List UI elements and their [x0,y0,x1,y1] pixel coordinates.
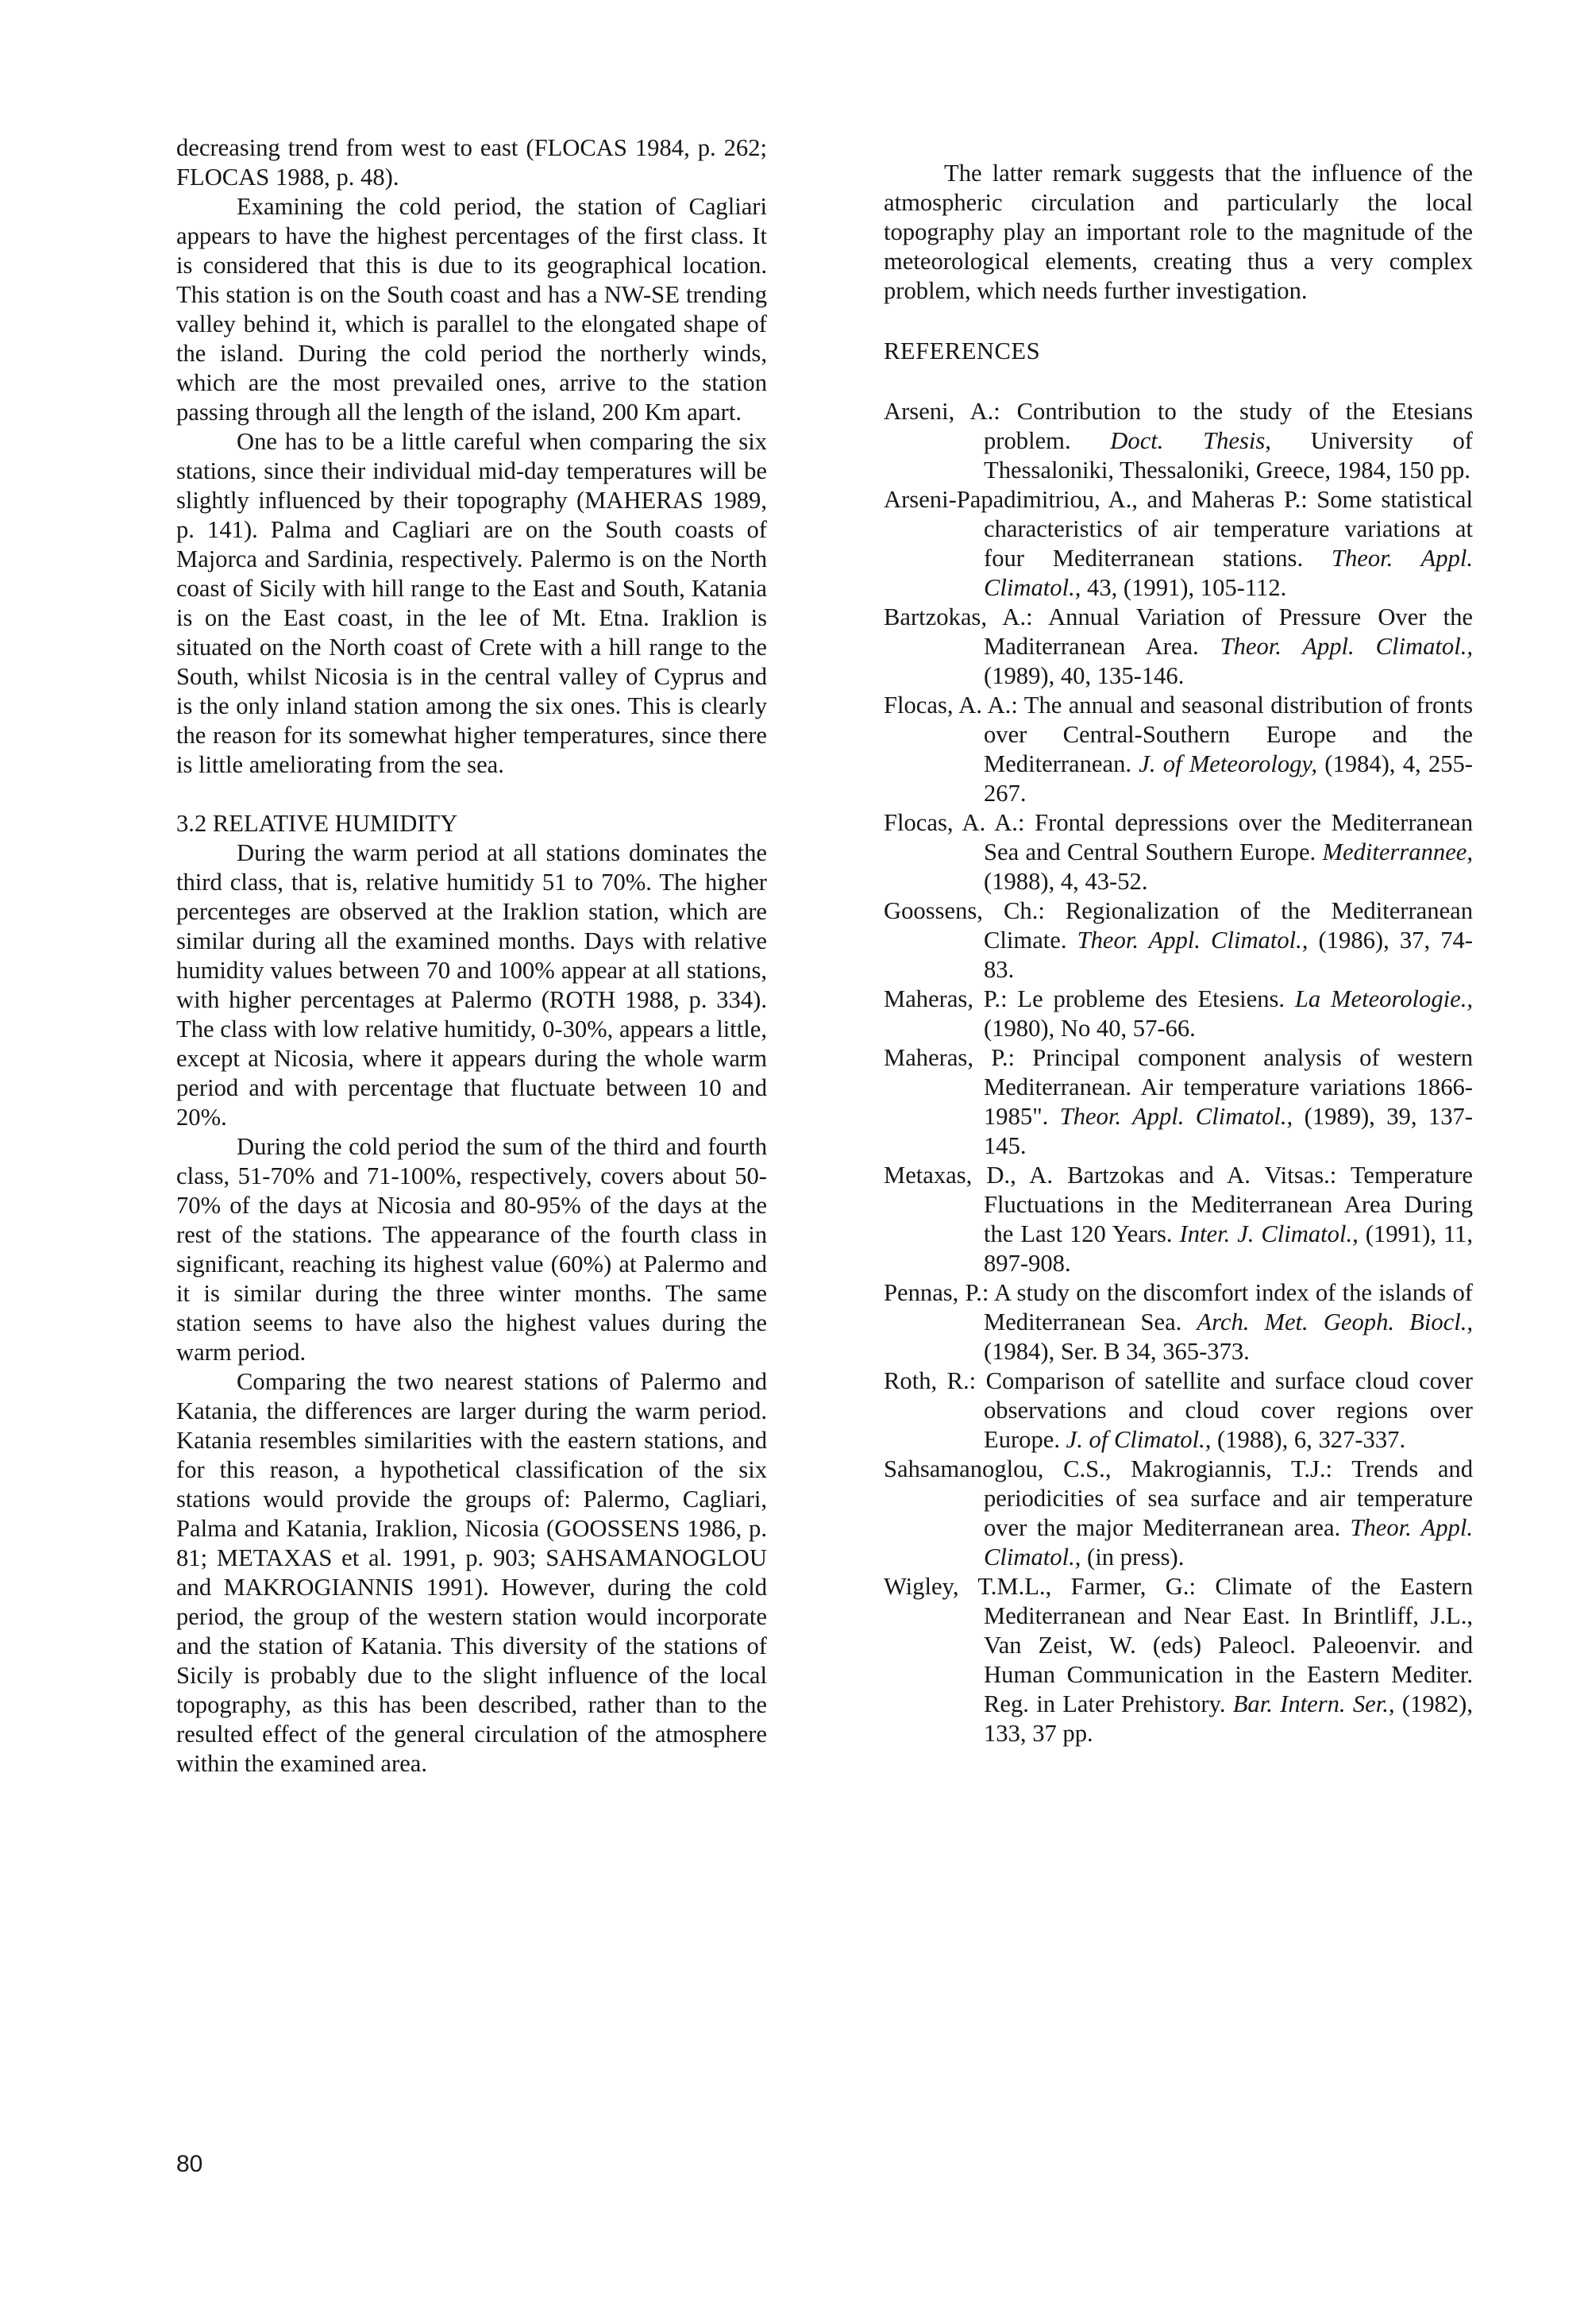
reference-text: Pennas, P.: A study on the discomfort index of the islands of Mediterranean Sea. [884,1279,1473,1335]
reference-text: Bartzokas, A.: Annual Variation of Pressure Over the Maditerranean Area. [884,603,1473,660]
reference-details: (1980), No 40, 57-66. [984,1015,1196,1042]
reference-details: (1984), 4, 255-267. [984,750,1473,807]
reference-journal: Theor. Appl. Climatol., [1077,927,1309,954]
reference-journal: Theor. Appl. Climatol., [1059,1103,1293,1130]
reference-item [884,1366,1473,1455]
reference-text: Maheras, P.: Principal component analysis of western Mediterranean. Air temperature variations 1866-1985". [884,1044,1473,1130]
reference-text: Flocas, A. A.: Frontal depressions over the Mediterranean Sea and Central Southern Europe. [884,809,1473,865]
reference-text: Arseni, A.: Contribution to the study of the Etesians problem. [884,398,1473,454]
reference-journal: Theor. Appl. Climatol., [984,1514,1473,1571]
reference-details: (1988), 6, 327-337. [1211,1426,1406,1453]
reference-item [884,397,1473,485]
reference-text: Flocas, A. A.: The annual and seasonal distribution of fronts over Central-Southern Europe and the Mediterranean. [884,692,1473,777]
reference-item [884,691,1473,808]
reference-text: Goossens, Ch.: Regionalization of the Mediterranean Climate. [884,897,1473,954]
reference-details: (1986), 37, 74-83. [984,927,1473,983]
references-heading: REFERENCES [884,337,1041,364]
reference-text: Wigley, T.M.L., Farmer, G.: Climate of the Eastern Mediterranean and Near East. In Brintliff, J.L., Van Zeist, W. (eds) Paleocl. Paleoenvir. and Human Communication in the Eastern Mediter. Reg. in Later Prehistory. [884,1573,1473,1717]
reference-journal: La Meteorologie., [1294,985,1474,1012]
reference-item [884,1572,1473,1748]
section-heading: 3.2 RELATIVE HUMIDITY [176,810,458,837]
reference-journal: Doct. Thesis, [1110,427,1271,454]
page-number: 80 [176,2151,203,2177]
reference-item [884,1278,1473,1366]
reference-text: Sahsamanoglou, C.S., Makrogiannis, T.J.: Trends and periodicities of sea surface and air temperature over the major Mediterranean area. [884,1455,1473,1541]
reference-item [884,1455,1473,1572]
body-paragraph: One has to be a little careful when comparing the six stations, since their individual mid-day temperatures will be slightly influenced by their topography (MAHERAS 1989, p. 141). Palma and Cagliari are on the South coasts of Majorca and Sardinia, respectively. Palermo is on the North coast of Sicily with hill range to the East and South, Katania is on the East coast, in the lee of Mt. Etna. Iraklion is situated on the North coast of Crete with a hill range to the South, whilst Nicosia is in the central valley of Cyprus and is the only inland station among the six ones. This is clearly the reason for its somewhat higher temperatures, since there is little ameliorating from the sea. [176,428,767,778]
reference-journal: Theor. Appl. Climatol., [984,545,1473,601]
reference-item [884,1161,1473,1278]
body-paragraph: Comparing the two nearest stations of Palermo and Katania, the differences are larger during the warm period. Katania resembles similarities with the eastern stations, and for this reason, a hypothetical classification of the six stations would provide the groups of: Palermo, Cagliari, Palma and Katania, Iraklion, Nicosia (GOOSSENS 1986, p. 81; METAXAS et al. 1991, p. 903; SAHSAMANOGLOU and MAKROGIANNIS 1991). However, during the cold period, the group of the western station would incorporate and the station of Katania. This diversity of the stations of Sicily is probably due to the slight influence of the local topography, as this has been described, rather than to the resulted effect of the general circulation of the atmosphere within the examined area. [176,1368,767,1777]
body-paragraph: The latter remark suggests that the influence of the atmospheric circulation and particularly the local topography play an important role to the magnitude of the meteorological elements, creating thus a very complex problem, which needs further investigation. [884,160,1473,304]
reference-details: 43, (1991), 105-112. [1081,574,1287,601]
reference-journal: Mediterrannee, [1322,838,1473,865]
reference-text: Maheras, P.: Le probleme des Etesiens. [884,985,1295,1012]
reference-details: (1988), 4, 43-52. [984,868,1148,895]
reference-text: Roth, R.: Comparison of satellite and surface cloud cover observations and cloud cover regions over Europe. [884,1367,1473,1453]
reference-text: Arseni-Papadimitriou, A., and Maheras P.: Some statistical characteristics of air temperature variations at four Mediterranean stations. [884,486,1473,572]
reference-journal: Inter. J. Climatol., [1179,1220,1359,1247]
reference-details: University of Thessaloniki, Thessaloniki, Greece, 1984, 150 pp. [984,427,1473,484]
reference-journal: J. of Climatol., [1066,1426,1212,1453]
reference-journal: Bar. Intern. Ser., [1232,1690,1395,1717]
references-list [884,397,1473,1748]
reference-text: Metaxas, D., A. Bartzokas and A. Vitsas.: Temperature Fluctuations in the Mediterranean Area During the Last 120 Years. [884,1162,1473,1247]
body-paragraph: During the cold period the sum of the third and fourth class, 51-70% and 71-100%, respectively, covers about 50-70% of the days at Nicosia and 80-95% of the days at the rest of the stations. The appearance of the fourth class in significant, reaching its highest value (60%) at Palermo and it is similar during the three winter months. The same station seems to have also the highest values during the warm period. [176,1133,767,1366]
body-paragraph: During the warm period at all stations dominates the third class, that is, relative humitidy 51 to 70%. The higher percenteges are observed at the Iraklion station, which are similar during all the examined months. Days with relative humidity values between 70 and 100% appear at all stations, with higher percentages at Palermo (ROTH 1988, p. 334). The class with low relative humitidy, 0-30%, appears a little, except at Nicosia, where it appears during the whole warm period and with percentage that fluctuate between 10 and 20%. [176,839,767,1131]
reference-item [884,896,1473,985]
reference-details: (in press). [1081,1544,1185,1571]
reference-details: (1989), 39, 137-145. [984,1103,1473,1159]
reference-details: (1982), 133, 37 pp. [984,1690,1473,1747]
reference-details: (1989), 40, 135-146. [984,662,1185,689]
reference-item [884,485,1473,603]
reference-details: (1991), 11, 897-908. [984,1220,1473,1277]
right-column [884,159,1473,1748]
body-paragraph: Examining the cold period, the station of Cagliari appears to have the highest percentages of the first class. It is considered that this is due to its geographical location. This station is on the South coast and has a NW-SE trending valley behind it, which is parallel to the elongated shape of the island. During the cold period the northerly winds, which are the most prevailed ones, arrive to the station passing through all the length of the island, 200 Km apart. [176,193,767,426]
reference-item [884,1043,1473,1161]
body-paragraph: decreasing trend from west to east (FLOCAS 1984, p. 262; FLOCAS 1988, p. 48). [176,134,767,191]
reference-item [884,603,1473,691]
reference-item [884,808,1473,896]
reference-item [884,985,1473,1043]
reference-journal: Theor. Appl. Climatol., [1220,633,1474,660]
reference-journal: Arch. Met. Geoph. Biocl., [1197,1308,1473,1335]
left-column [176,133,767,1779]
reference-details: (1984), Ser. B 34, 365-373. [984,1338,1250,1365]
reference-journal: J. of Meteorology, [1139,750,1317,777]
